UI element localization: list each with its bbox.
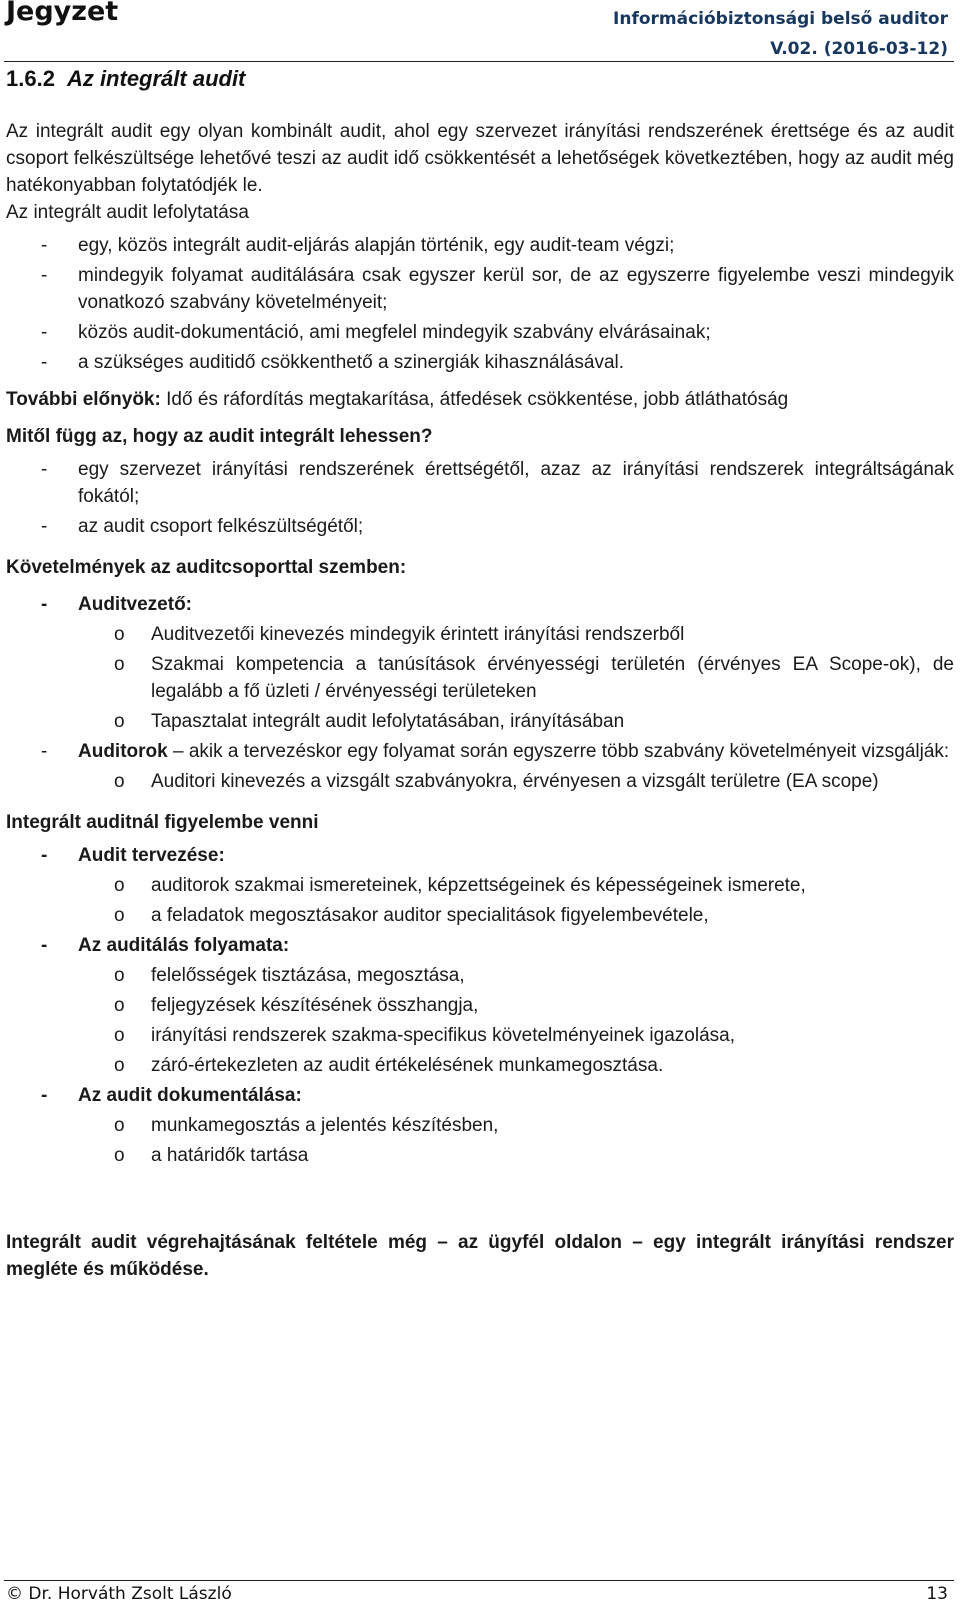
requirements-list: [6, 591, 954, 795]
list-item: - közös audit-dokumentáció, ami megfelel mindegyik szabvány elvárásainak;: [6, 319, 954, 346]
list-subitem: o Szakmai kompetencia a tanúsítások érvényességi területén (érvényes EA Scope-ok), de legalább a fő üzleti / érvényességi területeken: [6, 651, 954, 705]
list-subitem: o auditorok szakmai ismereteinek, képzettségeinek és képességeinek ismerete,: [6, 872, 954, 899]
advantages-paragraph: [6, 386, 954, 413]
list-subitem: o Auditori kinevezés a vizsgált szabványokra, érvényesen a vizsgált területre (EA scope): [6, 768, 954, 795]
dokumentalasa-label: - Az audit dokumentálása:: [6, 1082, 954, 1109]
list-item: - az audit csoport felkészültségétől;: [6, 513, 954, 540]
header-info: [613, 4, 948, 64]
advantages-label: További előnyök:: [6, 389, 161, 410]
closing-statement: Integrált audit végrehajtásának feltétele még – az ügyfél oldalon – egy integrált irányítási rendszer megléte és működése.: [6, 1232, 954, 1280]
figyelembe-list: [6, 842, 954, 1169]
list-subitem: o munkamegosztás a jelentés készítésben,: [6, 1112, 954, 1139]
page-number: 13: [926, 1584, 948, 1604]
advantages-text: Idő és ráfordítás megtakarítása, átfedések csökkentése, jobb átláthatóság: [166, 389, 789, 410]
list-item: - egy, közös integrált audit-eljárás alapján történik, egy audit-team végzi;: [6, 232, 954, 259]
requirements-heading: Követelmények az auditcsoporttal szemben:: [6, 557, 407, 578]
header-divider: [4, 61, 954, 62]
lefolytatasa-list: [6, 232, 954, 376]
footer-divider: [4, 1580, 954, 1581]
version-date: V.02. (2016-03-12): [770, 39, 948, 59]
mitol-list: [6, 456, 954, 540]
mitol-heading: Mitől függ az, hogy az audit integrált lehessen?: [6, 426, 433, 447]
auditorok-text: – akik a tervezéskor egy folyamat során egyszerre több szabvány követelményeit vizsgálják:: [173, 741, 950, 762]
list-item: - mindegyik folyamat auditálására csak egyszer kerül sor, de az egyszerre figyelembe veszi mindegyik vonatkozó szabvány követelményeit;: [6, 262, 954, 316]
list-subitem: o felelősségek tisztázása, megosztása,: [6, 962, 954, 989]
auditvezeto-label: - Auditvezető:: [6, 591, 954, 618]
document-label: Jegyzet: [6, 0, 119, 27]
auditorok-label: Auditorok: [78, 741, 168, 762]
footer-author: © Dr. Horváth Zsolt László: [6, 1584, 232, 1604]
section-title: Az integrált audit: [66, 66, 246, 91]
list-subitem: o Auditvezetői kinevezés mindegyik érintett irányítási rendszerből: [6, 621, 954, 648]
list-subitem: o záró-értekezleten az audit értékelésének munkamegosztása.: [6, 1052, 954, 1079]
list-subitem: o feljegyzések készítésének összhangja,: [6, 992, 954, 1019]
section-number: 1.6.2: [6, 66, 55, 91]
intro-paragraph: Az integrált audit egy olyan kombinált audit, ahol egy szervezet irányítási rendszerének érettsége és az audit csoport felkészültsége lehetővé teszi az audit idő csökkentését a lehetőségek következtében, hogy az audit még hatékonyabban folytatódjék le.: [6, 121, 954, 196]
section-heading: [6, 66, 245, 92]
document-body: [6, 118, 954, 1283]
course-title: Információbiztonsági belső auditor: [613, 9, 948, 29]
folyamata-label: - Az auditálás folyamata:: [6, 932, 954, 959]
lefolytatasa-heading: Az integrált audit lefolytatása: [6, 202, 249, 223]
auditorok-item: [6, 738, 954, 765]
list-subitem: o irányítási rendszerek szakma-specifikus követelményeinek igazolása,: [6, 1022, 954, 1049]
list-subitem: o a feladatok megosztásakor auditor specialitások figyelembevétele,: [6, 902, 954, 929]
tervezese-label: - Audit tervezése:: [6, 842, 954, 869]
list-item: - egy szervezet irányítási rendszerének érettségétől, azaz az irányítási rendszerek integráltságának fokától;: [6, 456, 954, 510]
list-subitem: o Tapasztalat integrált audit lefolytatásában, irányításában: [6, 708, 954, 735]
list-subitem: o a határidők tartása: [6, 1142, 954, 1169]
list-item: - a szükséges auditidő csökkenthető a szinergiák kihasználásával.: [6, 349, 954, 376]
figyelembe-heading: Integrált auditnál figyelembe venni: [6, 812, 319, 833]
